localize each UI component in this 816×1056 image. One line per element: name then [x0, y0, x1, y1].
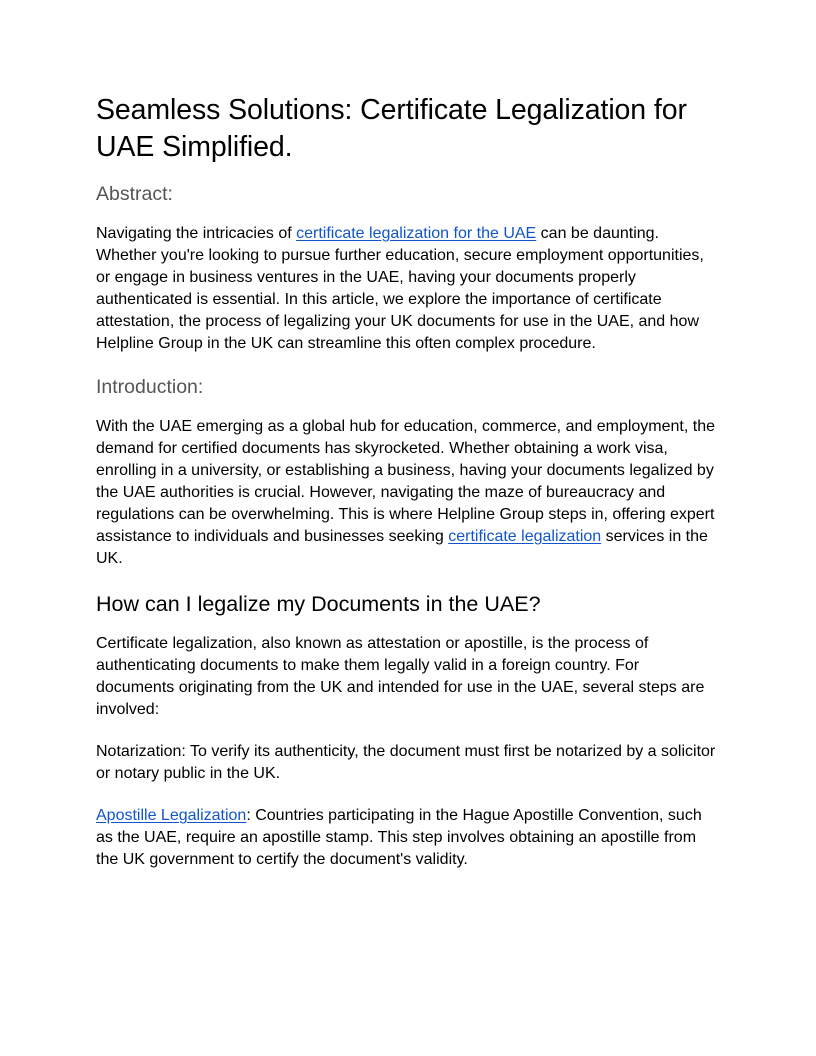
abstract-text-end: can be daunting. Whether you're looking to pursue further education, secure employment opportunities, or engage in business ventures in the UAE, having your documents properly authenticated is essential. In this article, we explore the importance of certificate attestation, the process of legalizing your UK documents for use in the UAE, and how Helpline Group in the UK can streamline this often complex procedure.: [96, 225, 704, 352]
document-page: [96, 92, 720, 891]
abstract-paragraph: [96, 223, 720, 355]
introduction-paragraph: [96, 416, 720, 570]
document-title: Seamless Solutions: Certificate Legalization for UAE Simplified.: [96, 94, 687, 163]
certificate-legalization-uae-link[interactable]: certificate legalization for the UAE: [296, 225, 537, 242]
apostille-text: : Countries participating in the Hague Apostille Convention, such as the UAE, require an apostille stamp. This step involves obtaining an apostille from the UK government to certify the document's validity.: [96, 807, 702, 868]
abstract-heading: Abstract:: [96, 183, 173, 205]
apostille-legalization-link[interactable]: Apostille Legalization: [96, 807, 247, 824]
how-to-intro-paragraph: Certificate legalization, also known as attestation or apostille, is the process of authenticating documents to make them legally valid in a foreign country. For documents originating from the UK and intended for use in the UAE, several steps are involved:: [96, 635, 705, 718]
apostille-paragraph: [96, 805, 720, 871]
certificate-legalization-link[interactable]: certificate legalization: [448, 528, 602, 545]
how-to-heading: How can I legalize my Documents in the UAE?: [96, 592, 541, 616]
abstract-text-start: Navigating the intricacies of: [96, 225, 297, 242]
introduction-text-start: With the UAE emerging as a global hub for education, commerce, and employment, the demand for certified documents has skyrocketed. Whether obtaining a work visa, enrolling in a university, or establishing a business, having your documents legalized by the UAE authorities is crucial. However, navigating the maze of bureaucracy and regulations can be overwhelming. This is where Helpline Group steps in, offering expert assistance to individuals and businesses seeking: [96, 418, 715, 545]
introduction-heading: Introduction:: [96, 376, 204, 398]
introduction-text-end: services in the UK.: [96, 528, 708, 567]
notarization-paragraph: Notarization: To verify its authenticity, the document must first be notarized by a solicitor or notary public in the UK.: [96, 743, 716, 782]
